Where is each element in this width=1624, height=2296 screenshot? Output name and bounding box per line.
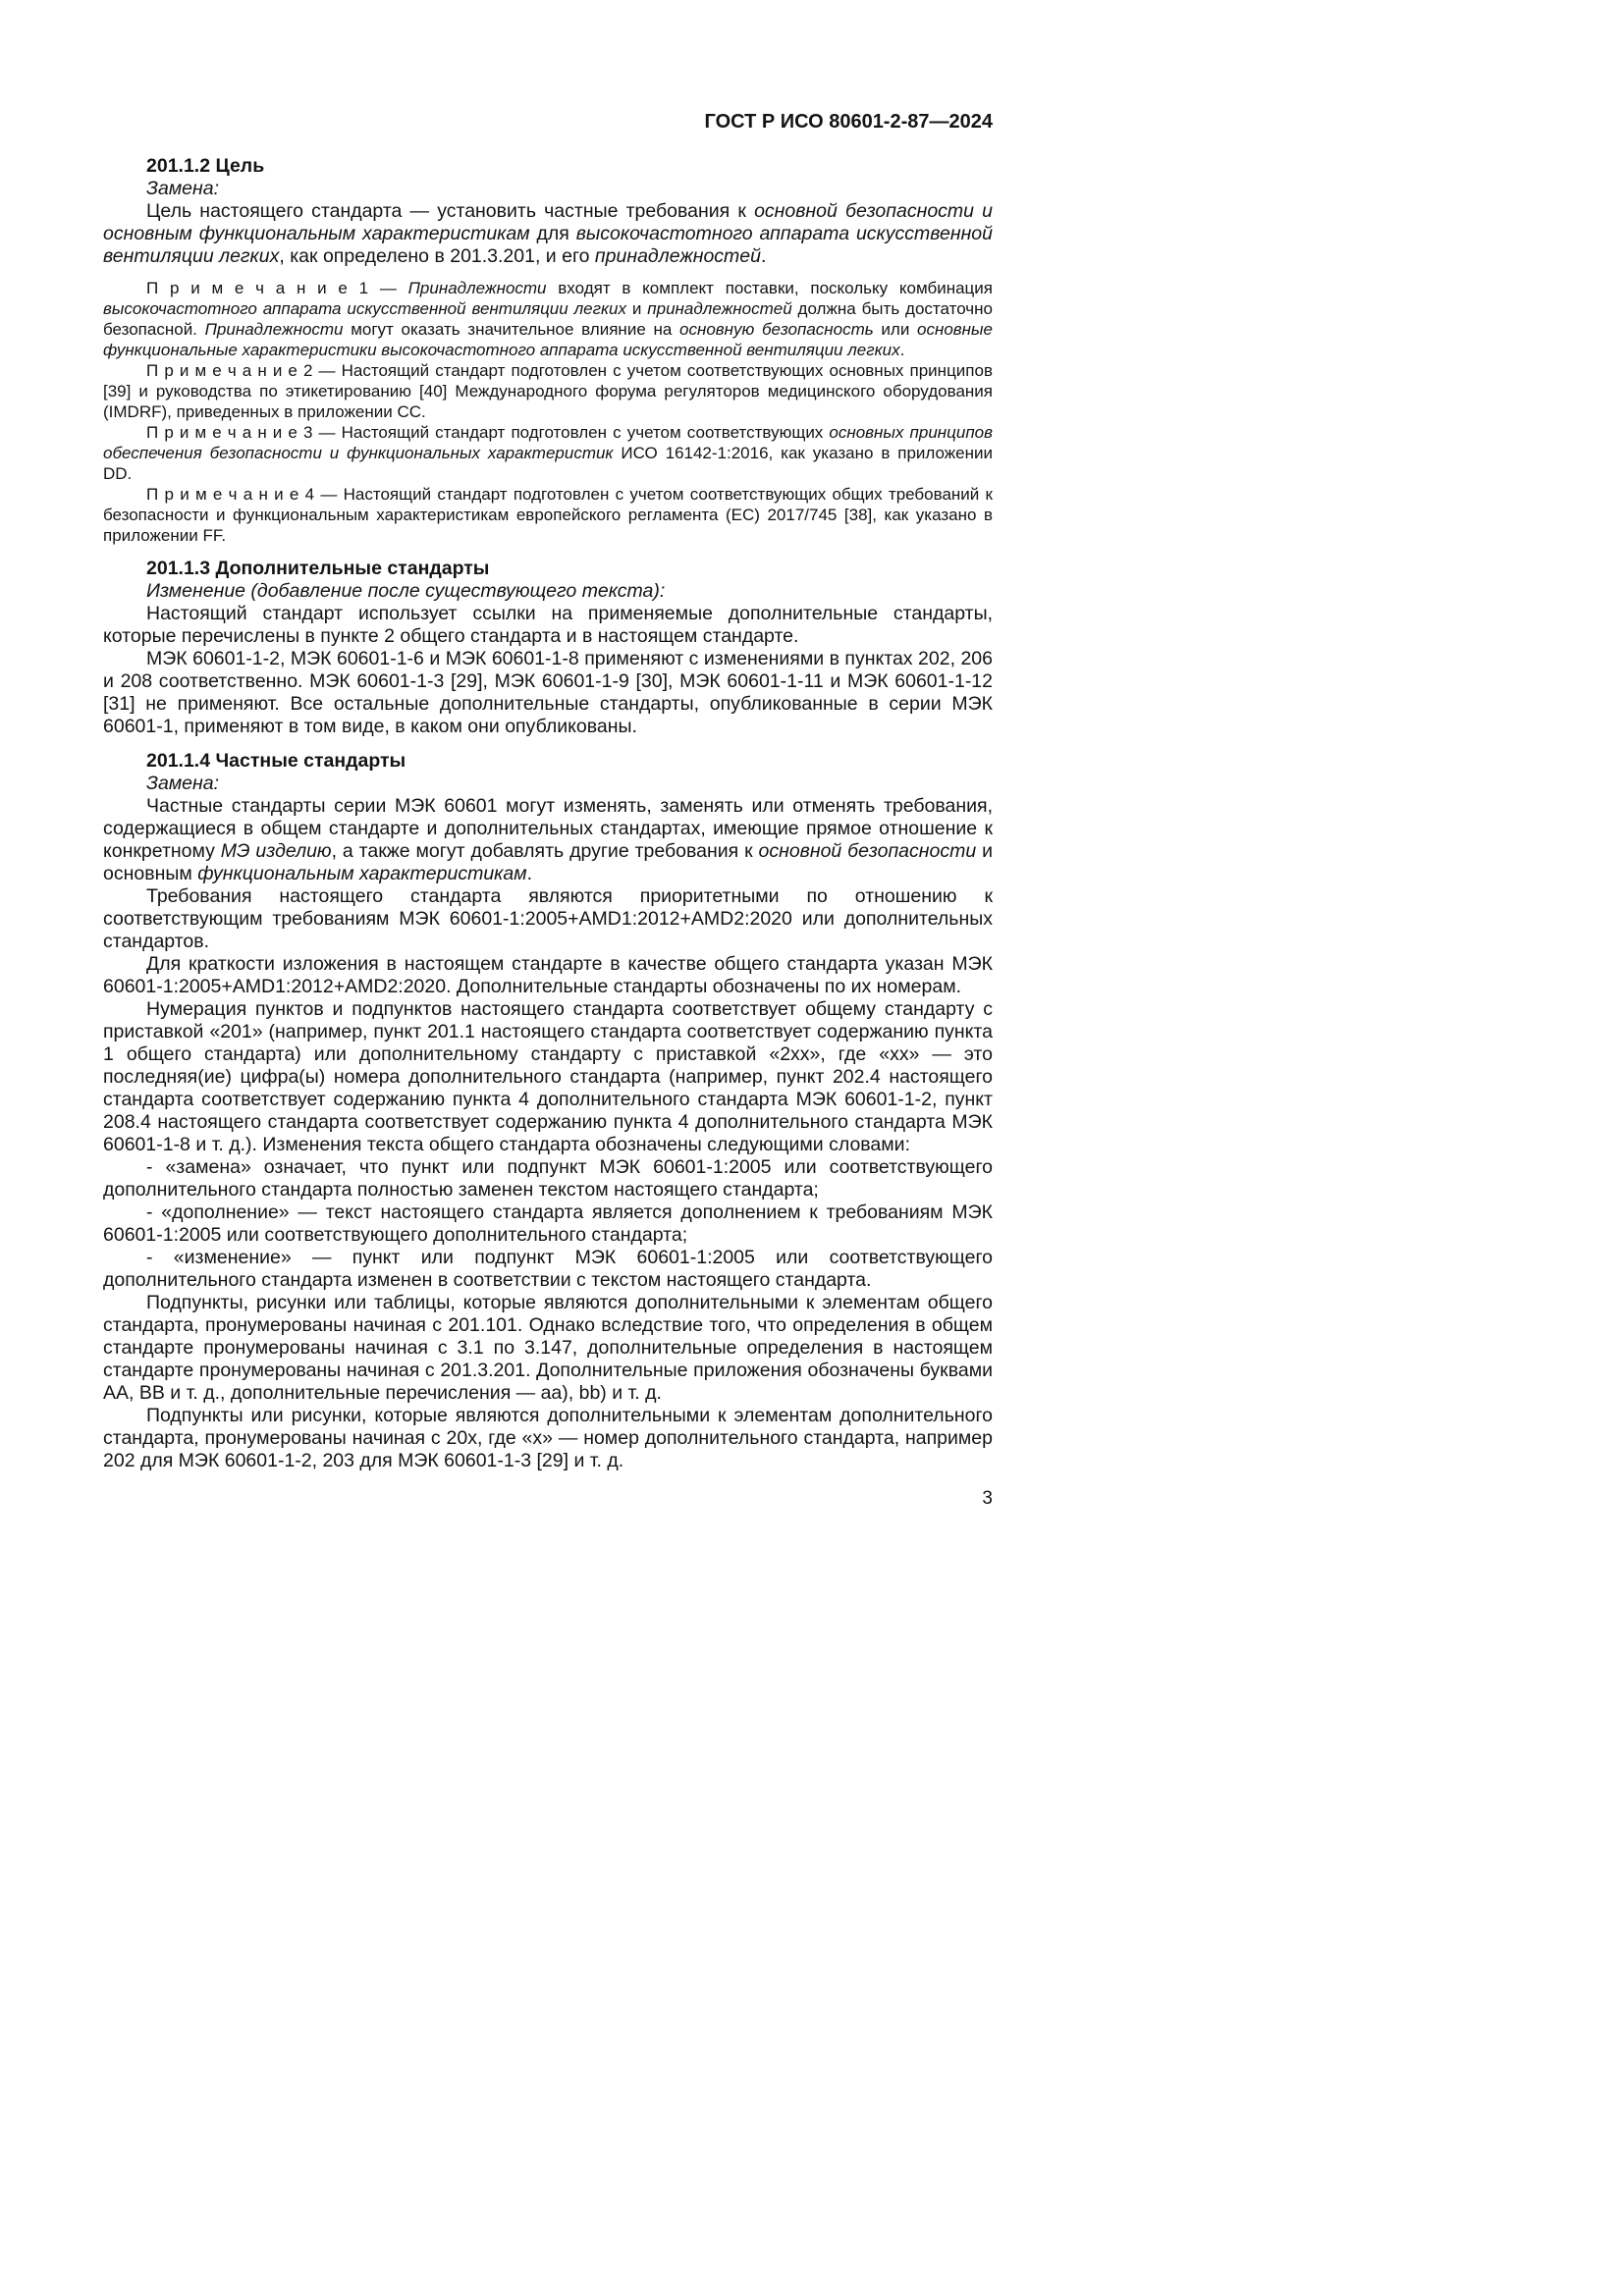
defined-term: принадлежностей [647,299,792,318]
paragraph [103,998,993,1156]
document-body [103,155,993,1472]
text-run: Замена: [146,773,220,794]
text-run: должна быть достаточно безопасной. [103,299,993,339]
text-run: Частные стандарты серии МЭК 60601 могут изменять, заменять или отменять требования, содержащиеся в общем стандарте и дополнительных стандартах, имеющие прямое отношение к конкретному [103,795,993,862]
paragraph [103,1201,993,1247]
text-run: П р и м е ч а н и е 2 — Настоящий стандарт подготовлен с учетом соответствующих основных принципов [39] и руководства по этикетированию [40] Международного форума регуляторов медицинского оборудования (IMDRF), приведенных в приложении CC. [103,361,993,421]
text-run: - «дополнение» — текст настоящего стандарта является дополнением к требованиям МЭК 60601-1:2005 или соответствующего дополнительного стандарта; [103,1201,993,1246]
text-run: ИСО 16142-1:2016, как указано в приложении DD. [103,444,993,483]
text-run: Настоящий стандарт использует ссылки на применяемые дополнительные стандарты, которые перечислены в пункте 2 общего стандарта и в настоящем стандарте. [103,603,993,647]
note-paragraph [103,360,993,422]
note-paragraph [103,484,993,546]
text-run: Нумерация пунктов и подпунктов настоящего стандарта соответствует общему стандарту с приставкой «201» (например, пункт 201.1 настоящего стандарта соответствует содержанию пункта 1 общего стандарта) или дополнительному стандарту с приставкой «2хх», где «хх» — это последняя(ие) цифра(ы) номера дополнительного стандарта (например, пункт 202.4 настоящего стандарта соответствует содержанию пункта 4 дополнительного стандарта МЭК 60601-1-2, пункт 208.4 настоящего стандарта соответствует содержанию пункта 4 дополнительного стандарта МЭК 60601-1-8 и т. д.). Изменения текста общего стандарта обозначены следующими словами: [103,998,993,1155]
text-run: Изменение (добавление после существующего текста): [146,580,666,602]
text-run: Требования настоящего стандарта являются приоритетными по отношению к соответствующим требованиям МЭК 60601-1:2005+AMD1:2012+AMD2:2020 или дополнительных стандартов. [103,885,993,952]
text-run: могут оказать значительное влияние на [343,320,680,339]
defined-term: основные функциональные характеристики высокочастотного аппарата искусственной вентиляции легких [103,320,993,359]
paragraph [103,1292,993,1405]
defined-term: основную безопасность [679,320,874,339]
defined-term: функциональным характеристикам [197,863,527,884]
defined-term: основной безопасности и основным функциональным характеристикам [103,200,993,244]
paragraph [103,953,993,998]
text-column [103,110,993,1510]
lead-paragraph [103,773,993,795]
text-run: 201.1.4 Частные стандарты [146,750,406,772]
running-header: ГОСТ Р ИСО 80601-2-87—2024 [704,111,993,133]
text-run: и [626,299,648,318]
paragraph [103,1405,993,1472]
text-run: . [761,245,767,267]
paragraph [103,1156,993,1201]
text-run: П р и м е ч а н и е 4 — Настоящий стандарт подготовлен с учетом соответствующих общих требований к безопасности и функциональным характеристикам европейского регламента (ЕС) 2017/745 [38], как указано в приложении FF. [103,485,993,545]
defined-term: высокочастотного аппарата искусственной вентиляции легких [103,299,626,318]
defined-term: Принадлежности [407,279,547,297]
text-run: . [899,341,905,359]
text-run: , а также могут добавлять другие требования к [331,840,759,862]
text-run: - «замена» означает, что пункт или подпункт МЭК 60601-1:2005 или соответствующего дополнительного стандарта полностью заменен текстом настоящего стандарта; [103,1156,993,1201]
defined-term: основных принципов обеспечения безопасности и функциональных характеристик [103,423,994,462]
section-heading [103,558,993,580]
text-run: Замена: [146,178,220,199]
text-run: . [526,863,533,884]
text-run: П р и м е ч а н и е 1 — [146,279,408,297]
paragraph [103,648,993,738]
text-run: 201.1.2 Цель [146,155,265,177]
paragraph [103,1247,993,1292]
lead-paragraph [103,178,993,200]
text-run: или [873,320,918,339]
defined-term: МЭ изделию [220,840,332,862]
text-run: Подпункты, рисунки или таблицы, которые являются дополнительными к элементам общего стандарта, пронумерованы начиная с 201.101. Однако вследствие того, что определения в общем стандарте пронумерованы начиная с 3.1 по 3.147, дополнительные определения в настоящем стандарте пронумерованы начиная с 201.3.201. Дополнительные приложения обозначены буквами AA, BB и т. д., дополнительные перечисления — aa), bb) и т. д. [103,1292,993,1404]
defined-term: Принадлежности [204,320,344,339]
paragraph [103,795,993,885]
page-footer [103,1488,993,1510]
text-run: входят в комплект поставки, поскольку комбинация [546,279,993,297]
note-paragraph [103,278,993,360]
text-run: 201.1.3 Дополнительные стандарты [146,558,490,579]
paragraph [103,603,993,648]
defined-term: принадлежностей [594,245,761,267]
text-run: Для краткости изложения в настоящем стандарте в качестве общего стандарта указан МЭК 60601-1:2005+AMD1:2012+AMD2:2020. Дополнительные стандарты обозначены по их номерам. [103,953,993,997]
section-heading [103,750,993,773]
defined-term: основной безопасности [758,840,977,862]
section-heading [103,155,993,178]
text-run: Цель настоящего стандарта — установить частные требования к [146,200,755,222]
lead-paragraph [103,580,993,603]
text-run: МЭК 60601-1-2, МЭК 60601-1-6 и МЭК 60601-1-8 применяют с изменениями в пунктах 202, 206 и 208 соответственно. МЭК 60601-1-3 [29], МЭК 60601-1-9 [30], МЭК 60601-1-11 и МЭК 60601-1-12 [31] не применяют. Все остальные дополнительные стандарты, опубликованные в серии МЭК 60601-1, применяют в том виде, в каком они опубликованы. [103,648,993,737]
text-run: П р и м е ч а н и е 3 — Настоящий стандарт подготовлен с учетом соответствующих [146,423,830,442]
page-number: 3 [982,1488,993,1509]
paragraph [103,200,993,268]
paragraph [103,885,993,953]
note-paragraph [103,422,993,484]
defined-term: высокочастотного аппарата искусственной вентиляции легких [103,223,994,267]
text-run: для [529,223,576,244]
text-run: и основным [103,840,993,884]
text-run: Подпункты или рисунки, которые являются дополнительными к элементам дополнительного стандарта, пронумерованы начиная с 20x, где «x» — номер дополнительного стандарта, например 202 для МЭК 60601-1-2, 203 для МЭК 60601-1-3 [29] и т. д. [103,1405,993,1471]
text-run: , как определено в 201.3.201, и его [279,245,595,267]
text-run: - «изменение» — пункт или подпункт МЭК 60601-1:2005 или соответствующего дополнительного стандарта изменен в соответствии с текстом настоящего стандарта. [103,1247,993,1291]
